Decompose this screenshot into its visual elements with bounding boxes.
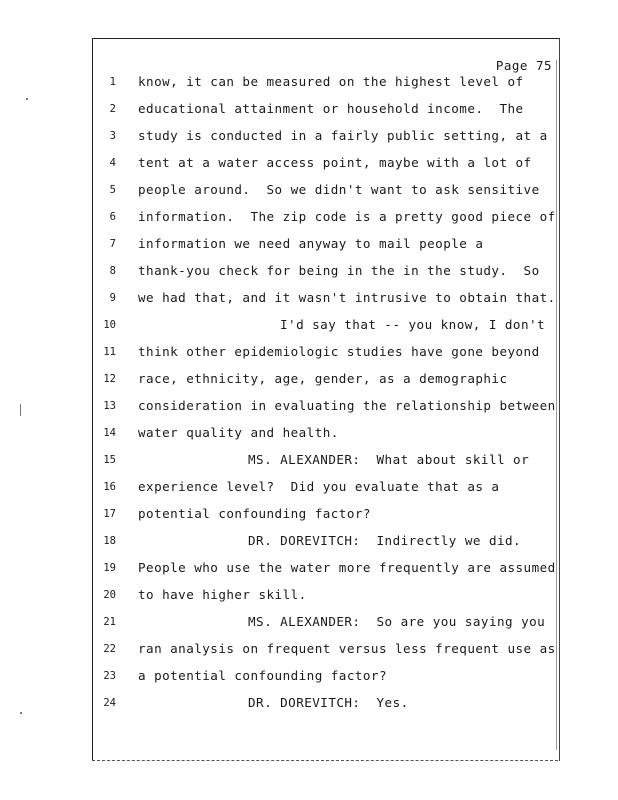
line-number: 12 bbox=[103, 373, 116, 385]
line-number: 4 bbox=[109, 157, 116, 169]
line-number: 11 bbox=[103, 346, 116, 358]
transcript-line bbox=[0, 668, 618, 695]
line-text: consideration in evaluating the relationship between bbox=[138, 398, 556, 413]
line-text: information. The zip code is a pretty good piece of bbox=[138, 209, 556, 224]
line-number: 22 bbox=[103, 643, 116, 655]
line-number: 7 bbox=[109, 238, 116, 250]
transcript-line bbox=[0, 614, 618, 641]
line-text: information we need anyway to mail people a bbox=[138, 236, 484, 251]
transcript-line bbox=[0, 317, 618, 344]
line-number: 21 bbox=[103, 616, 116, 628]
line-number: 13 bbox=[103, 400, 116, 412]
line-number: 23 bbox=[103, 670, 116, 682]
transcript-line bbox=[0, 695, 618, 722]
line-number: 14 bbox=[103, 427, 116, 439]
transcript-line bbox=[0, 344, 618, 371]
line-number: 16 bbox=[103, 481, 116, 493]
line-number: 3 bbox=[109, 130, 116, 142]
transcript-line bbox=[0, 263, 618, 290]
line-text: MS. ALEXANDER: So are you saying you bbox=[248, 614, 546, 629]
transcript-line bbox=[0, 533, 618, 560]
line-text: a potential confounding factor? bbox=[138, 668, 387, 683]
line-text: potential confounding factor? bbox=[138, 506, 371, 521]
line-text: I'd say that -- you know, I don't bbox=[280, 317, 546, 332]
line-text: know, it can be measured on the highest level of bbox=[138, 74, 524, 89]
line-number: 6 bbox=[109, 211, 116, 223]
line-text: study is conducted in a fairly public setting, at a bbox=[138, 128, 548, 143]
transcript-line bbox=[0, 209, 618, 236]
transcript-line bbox=[0, 398, 618, 425]
line-text: DR. DOREVITCH: Yes. bbox=[248, 695, 409, 710]
line-text: we had that, and it wasn't intrusive to obtain that. bbox=[138, 290, 556, 305]
scan-speck bbox=[26, 98, 28, 100]
line-text: DR. DOREVITCH: Indirectly we did. bbox=[248, 533, 522, 548]
line-text: tent at a water access point, maybe with a lot of bbox=[138, 155, 532, 170]
transcript-line bbox=[0, 155, 618, 182]
transcript-line bbox=[0, 425, 618, 452]
line-number: 2 bbox=[109, 103, 116, 115]
scan-speck bbox=[20, 404, 21, 416]
transcript-line bbox=[0, 236, 618, 263]
scan-speck bbox=[20, 712, 22, 714]
transcript-line bbox=[0, 371, 618, 398]
transcript-line bbox=[0, 128, 618, 155]
line-number: 15 bbox=[103, 454, 116, 466]
line-number: 10 bbox=[103, 319, 116, 331]
page-number: Page 75 bbox=[495, 58, 552, 73]
line-number: 5 bbox=[109, 184, 116, 196]
line-text: ran analysis on frequent versus less frequent use as bbox=[138, 641, 556, 656]
transcript-line bbox=[0, 101, 618, 128]
transcript-line bbox=[0, 452, 618, 479]
line-number: 1 bbox=[109, 76, 116, 88]
scan-edge-mark bbox=[556, 60, 557, 750]
line-text: water quality and health. bbox=[138, 425, 339, 440]
line-text: people around. So we didn't want to ask sensitive bbox=[138, 182, 540, 197]
line-text: experience level? Did you evaluate that as a bbox=[138, 479, 500, 494]
transcript-line bbox=[0, 506, 618, 533]
line-number: 18 bbox=[103, 535, 116, 547]
transcript-line bbox=[0, 290, 618, 317]
line-number: 20 bbox=[103, 589, 116, 601]
line-text: think other epidemiologic studies have gone beyond bbox=[138, 344, 540, 359]
transcript-line bbox=[0, 587, 618, 614]
transcript-line bbox=[0, 479, 618, 506]
line-text: People who use the water more frequently are assumed bbox=[138, 560, 556, 575]
transcript-line bbox=[0, 182, 618, 209]
line-number: 9 bbox=[109, 292, 116, 304]
transcript-line bbox=[0, 641, 618, 668]
line-text: thank-you check for being in the in the study. So bbox=[138, 263, 540, 278]
line-number: 8 bbox=[109, 265, 116, 277]
line-text: race, ethnicity, age, gender, as a demographic bbox=[138, 371, 508, 386]
line-text: MS. ALEXANDER: What about skill or bbox=[248, 452, 530, 467]
transcript-line bbox=[0, 74, 618, 101]
transcript-line bbox=[0, 560, 618, 587]
line-number: 19 bbox=[103, 562, 116, 574]
line-text: educational attainment or household income. The bbox=[138, 101, 524, 116]
line-text: to have higher skill. bbox=[138, 587, 307, 602]
line-number: 24 bbox=[103, 697, 116, 709]
line-number: 17 bbox=[103, 508, 116, 520]
